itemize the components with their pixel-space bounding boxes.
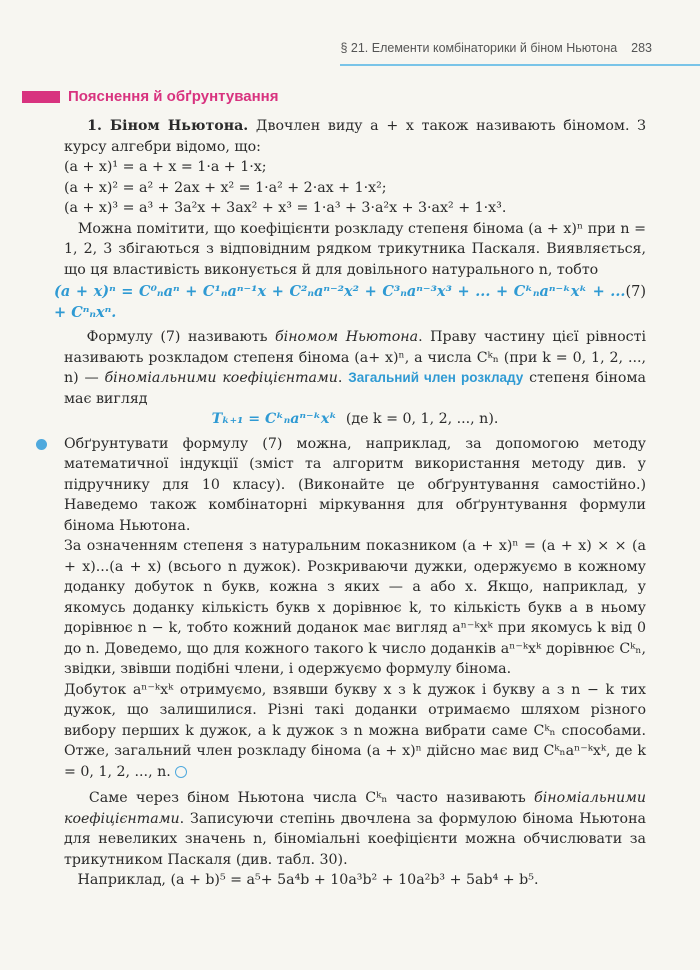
proof-end-icon [175,766,187,778]
def-text-end: степеня бінома має вигляд [64,370,646,407]
header-title: § 21. Елементи комбінаторики й біном Ньютона [340,41,618,55]
main-content [54,116,647,891]
proof-paragraph-1: Обґрунтувати формулу (7) можна, наприклад, за допомогою методу математичної індукції (зміст та алгоритм використання методу див. у підручнику для 10 класу). (Виконайте це обґрунтування самостійно.) Наведемо також комбінаторні міркування для обґрунтування формули бінома Ньютона. [64,435,646,534]
pascal-text: Можна помітити, що коефіцієнти розкладу степеня бінома (a + x)ⁿ при n = 1, 2, 3 збігаються з відповідним рядком трикутника Паскаля. Виявляється, що ця властивість виконується й для довільного натурального n, тобто [64,220,646,278]
proof-block [64,434,646,783]
header-rule [340,64,700,66]
section-marker [22,91,60,103]
term-binomial-coefficients-2: біноміальними коефіцієнтами [64,790,647,827]
equation-1: (a + x)¹ = a + x = 1·a + 1·x; [64,159,267,175]
proof-start-icon [36,439,47,450]
general-term-formula: Tₖ₊₁ = Cᵏₙaⁿ⁻ᵏxᵏ [211,411,337,427]
term-general-member: Загальний член розкладу [348,370,524,385]
general-term-note: (де k = 0, 1, 2, ..., n). [345,411,499,427]
term-binomial-coefficients: біноміальними коефіцієнтами [104,370,338,386]
paragraph-conclusion [64,788,646,870]
section-heading [22,88,278,105]
formula-number: (7) [625,284,646,300]
equation-3: (a + x)³ = a³ + 3a²x + 3ax² + x³ = 1·a³ + 3·a²x + 3·ax² + 1·x³. [64,200,507,216]
page-number: 283 [631,41,652,55]
proof-paragraph-2: За означенням степеня з натуральним показником (a + x)ⁿ = (a + x) × × (a + x)...(a + x) (всього n дужок). Розкриваючи дужки, одержуємо в кожному доданку добуток n букв, кожна з яких — a або x. Якщо, наприклад, у якомусь доданку кількість букв x дорівнює k, то кількість букв a в ньому дорівнює n − k, тобто кожний доданок має вигляд aⁿ⁻ᵏxᵏ при якомусь k від 0 до n. Доведемо, що для кожного такого k число доданків aⁿ⁻ᵏxᵏ дорівнює Cᵏₙ, звідки, звівши подібні члени, і одержуємо формулу бінома. [64,538,646,677]
page-header [0,0,700,68]
formula-7 [54,282,646,323]
binomial-formula: (a + x)ⁿ = C⁰ₙaⁿ + C¹ₙaⁿ⁻¹x + C²ₙaⁿ⁻²x² + C³ₙaⁿ⁻³x³ + ... + Cᵏₙaⁿ⁻ᵏxᵏ + ... + Cⁿₙxⁿ. [54,283,626,321]
def-dot: . [337,370,343,386]
example-text: Наприклад, (a + b)⁵ = a⁵+ 5a⁴b + 10a³b² + 10a²b³ + 5ab⁴ + b⁵. [77,872,539,888]
conclusion-end: . Записуючи степінь двочлена за формулою бінома Ньютона для невеликих значень n, біноміальні коефіцієнти можна обчислювати за трикутником Паскаля (див. табл. 30). [64,810,646,868]
paragraph-definition [64,327,646,409]
proof-paragraph-3 [64,680,646,783]
paragraph-binom-intro [64,116,646,157]
subsection-heading: 1. Біном Ньютона. [87,118,249,134]
general-term-line [64,409,646,430]
intro-text: Двочлен виду a + x також називають біномом. З курсу алгебри відомо, що: [64,118,646,155]
paragraph-pascal [64,219,646,281]
term-newton-binomial: біномом Ньютона [275,329,419,345]
def-text-mid: . Праву частину цієї рівності називають розкладом степеня бінома (a+ x)ⁿ, а числа Cᵏₙ (при k = 0, 1, 2, ..., n) — [64,329,647,386]
def-text-start: Формулу (7) називають [86,329,268,345]
paragraph-example [64,870,646,891]
equation-2: (a + x)² = a² + 2ax + x² = 1·a² + 2·ax + 1·x²; [64,179,387,196]
proof-text-3: Добуток aⁿ⁻ᵏxᵏ отримуємо, взявши букву x з k дужок і букву a з n − k тих дужок, що залишилися. Різні такі доданки отримаємо шляхом різного вибору перших k дужок, а k дужок з n можна вибрати саме Cᵏₙ способами. Отже, загальний член розкладу бінома (a + x)ⁿ дійсно має вид Cᵏₙaⁿ⁻ᵏxᵏ, де k = 0, 1, 2, ..., n. [64,681,646,780]
running-header [340,41,652,55]
section-title: Пояснення й обґрунтування [68,88,279,105]
conclusion-start: Саме через біном Ньютона числа Cᵏₙ часто називають [88,790,526,806]
